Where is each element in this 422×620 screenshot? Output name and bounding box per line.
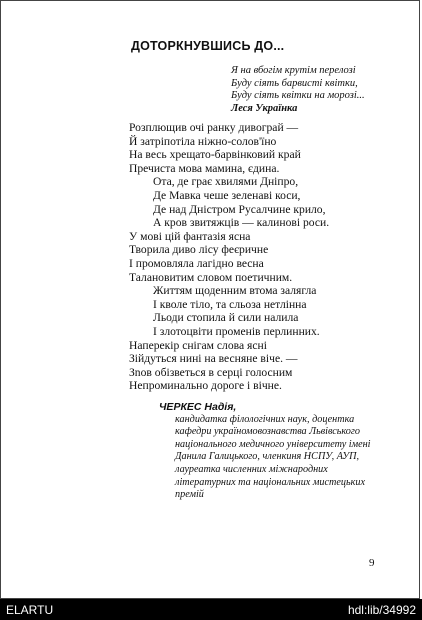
poem-line: Ота, де грає хвилями Дніпро, xyxy=(153,175,299,189)
poem-line: У мові цій фантазія ясна xyxy=(129,229,251,243)
poem-line: І злотоцвіти променів перлинних. xyxy=(153,324,320,338)
poem-line: Зnов обізветься в серці голосним xyxy=(129,365,293,379)
footer-bar xyxy=(0,599,422,620)
poem-line: Й затріпотіла ніжно-солов'їно xyxy=(129,134,277,148)
poem-line: А кров звитяжців — калинові роси. xyxy=(153,216,330,230)
poem-line: І промовляла лагідно весна xyxy=(129,256,264,270)
epigraph-line: Буду сіять квітки на морозі... xyxy=(231,90,365,102)
poem-line: Творила диво лісу феєричне xyxy=(129,243,269,257)
epigraph-line: Буду сіять барвисті квітки, xyxy=(231,77,358,89)
epigraph xyxy=(231,65,365,115)
poem-line: Де Мавка чеше зеленаві коси, xyxy=(153,188,301,202)
footer-handle-link[interactable]: hdl:lib/34992 xyxy=(347,603,416,617)
author-description: кандидатка філологічних наук, доцентка кафедри україномовознавства Львівського національного медичного університету імені Данила Галицького, членкиня НСПУ, АУП, лауреатка численних міжнародних літературних та національних мистецьких премій xyxy=(175,413,371,501)
poem-line: Зійдуться нині на весняне віче. — xyxy=(129,352,298,366)
poem-line: Життям щоденним втома залягла xyxy=(153,284,317,298)
poem-line: Пречиста мова мамина, єдина. xyxy=(129,161,280,175)
poem-line: Де над Дністром Русалчине крило, xyxy=(153,202,326,216)
poem-line: Талановитим словом поетичним. xyxy=(129,270,293,284)
poem-title: ДОТОРКНУВШИСЬ ДО... xyxy=(131,39,285,53)
author-bio xyxy=(159,401,384,502)
page-number: 9 xyxy=(369,557,375,569)
author-name: ЧЕРКЕС Надія, xyxy=(159,401,237,413)
epigraph-author: Леся Українка xyxy=(231,102,298,114)
poem-line: На весь хрещато-барвінковий край xyxy=(129,148,301,162)
poem-body xyxy=(129,121,329,393)
epigraph-line: Я на вбогім крутім перелозі xyxy=(231,65,356,76)
poem-line: Непроминально дороге і вічне. xyxy=(129,379,282,393)
poem-line: І кволе тіло, та сльоза нетлінна xyxy=(153,297,307,311)
poem-line: Льоди стопила й сили налила xyxy=(153,311,299,325)
footer-source-label: ELARTU xyxy=(6,603,54,617)
poem-line: Розплющив очі ранку дивограй — xyxy=(129,121,299,134)
poem-line: Наперекір снігам слова ясні xyxy=(129,338,267,352)
